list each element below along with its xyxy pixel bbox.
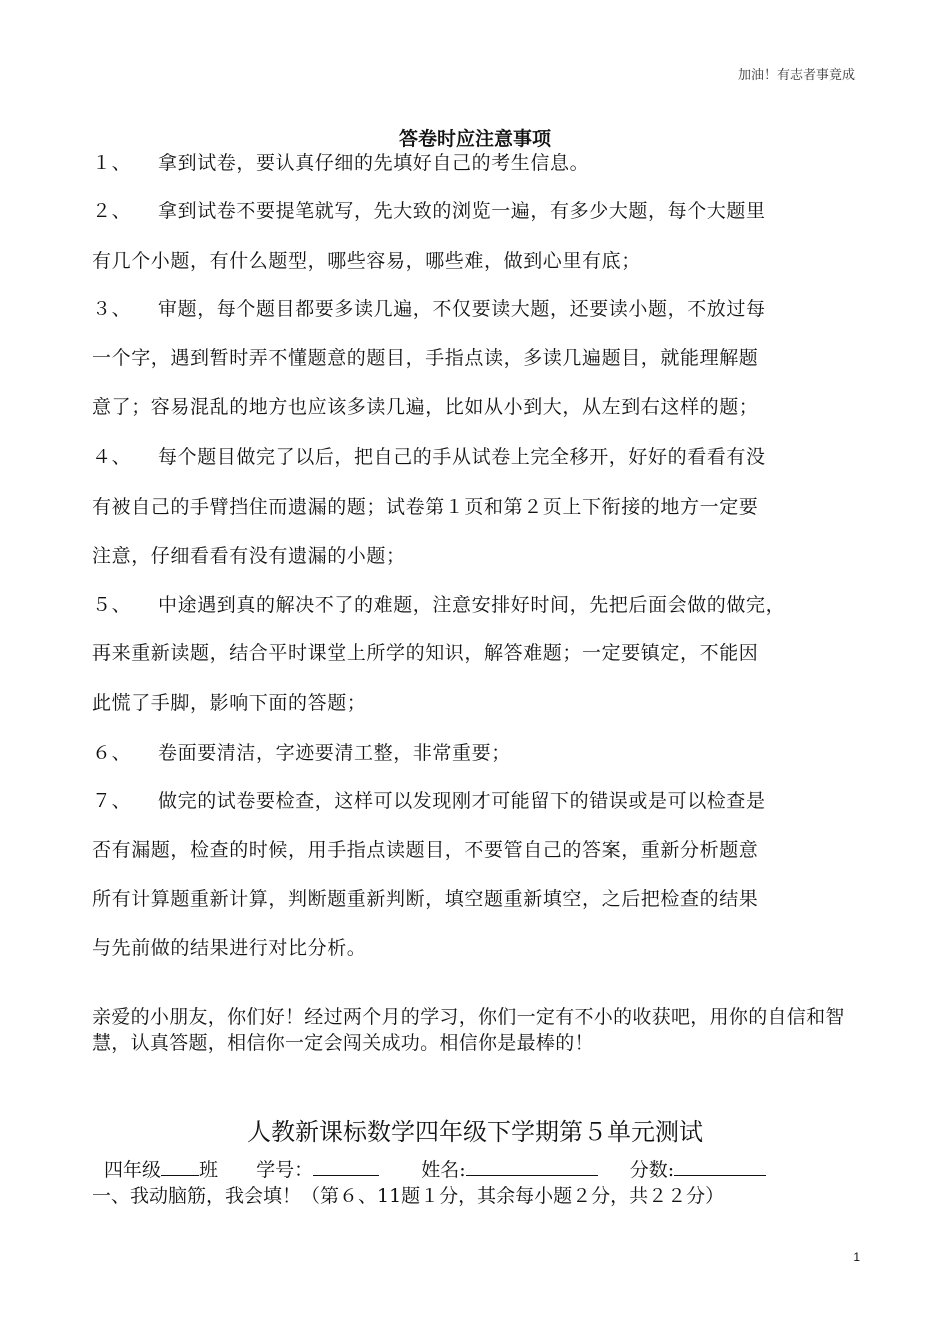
note-line: 注意，仔细看看有没有遗漏的小题； [92, 545, 406, 567]
note-number: ６、 [92, 742, 132, 764]
note-text: 做完的试卷要检查，这样可以发现刚才可能留下的错误或是可以检查是 [158, 790, 766, 812]
header-note: 加油！有志者事竟成 [737, 68, 855, 83]
page-number: 1 [853, 1250, 860, 1264]
note-text: 中途遇到真的解决不了的难题，注意安排好时间，先把后面会做的做完， [158, 594, 786, 616]
section-one-heading: 一、我动脑筋，我会填！（第６、11题１分，其余每小题２分，共２２分） [92, 1185, 725, 1207]
note-number: ４、 [92, 446, 132, 468]
student-no-blank[interactable] [313, 1157, 379, 1176]
note-text: 卷面要清洁，字迹要清工整，非常重要； [158, 742, 511, 764]
class-blank[interactable] [161, 1157, 199, 1176]
note-number: ５、 [92, 594, 132, 616]
name-blank[interactable] [466, 1157, 598, 1176]
note-line [92, 442, 766, 469]
note-line: 意了；容易混乱的地方也应该多读几遍，比如从小到大，从左到右这样的题； [92, 396, 759, 418]
note-number: １、 [92, 152, 132, 174]
note-line [92, 196, 766, 223]
note-number: ３、 [92, 298, 132, 320]
student-info-row [104, 1155, 766, 1182]
note-line: 有被自己的手臂挡住而遗漏的题；试卷第１页和第２页上下衔接的地方一定要 [92, 496, 759, 518]
note-text: 拿到试卷，要认真仔细的先填好自己的考生信息。 [158, 152, 590, 174]
note-line: 此慌了手脚，影响下面的答题； [92, 692, 367, 714]
note-line: 有几个小题，有什么题型，哪些容易，哪些难，做到心里有底； [92, 250, 641, 272]
note-line [92, 786, 766, 813]
note-line: 否有漏题，检查的时候，用手指点读题目，不要管自己的答案，重新分析题意 [92, 839, 759, 861]
name-label: 姓名: [421, 1159, 466, 1181]
score-blank[interactable] [674, 1157, 766, 1176]
note-text: 审题，每个题目都要多读几遍，不仅要读大题，还要读小题，不放过每 [158, 298, 766, 320]
note-text: 拿到试卷不要提笔就写，先大致的浏览一遍，有多少大题，每个大题里 [158, 200, 766, 222]
exam-title: 人教新课标数学四年级下学期第５单元测试 [247, 1118, 703, 1146]
note-text: 每个题目做完了以后，把自己的手从试卷上完全移开，好好的看看有没 [158, 446, 766, 468]
note-number: ２、 [92, 200, 132, 222]
student-no-label: 学号： [256, 1159, 314, 1181]
note-line: 再来重新读题，结合平时课堂上所学的知识，解答难题；一定要镇定，不能因 [92, 642, 759, 664]
note-line: 一个字，遇到暂时弄不懂题意的题目，手指点读，多读几遍题目，就能理解题 [92, 347, 759, 369]
note-line [92, 294, 766, 321]
note-line [92, 738, 511, 765]
grade-label: 四年级 [104, 1159, 162, 1181]
note-number: ７、 [92, 790, 132, 812]
score-label: 分数: [629, 1159, 675, 1181]
class-label: 班 [199, 1159, 219, 1181]
note-line [92, 590, 785, 617]
document-title: 答卷时应注意事项 [398, 128, 551, 150]
note-line [92, 148, 589, 175]
note-line: 与先前做的结果进行对比分析。 [92, 937, 367, 959]
note-line: 所有计算题重新计算，判断题重新判断，填空题重新填空，之后把检查的结果 [92, 888, 759, 910]
greeting-paragraph: 亲爱的小朋友，你们好！经过两个月的学习，你们一定有不小的收获吧，用你的自信和智慧，认真答题，相信你一定会闯关成功。相信你是最棒的！ [92, 1006, 845, 1054]
